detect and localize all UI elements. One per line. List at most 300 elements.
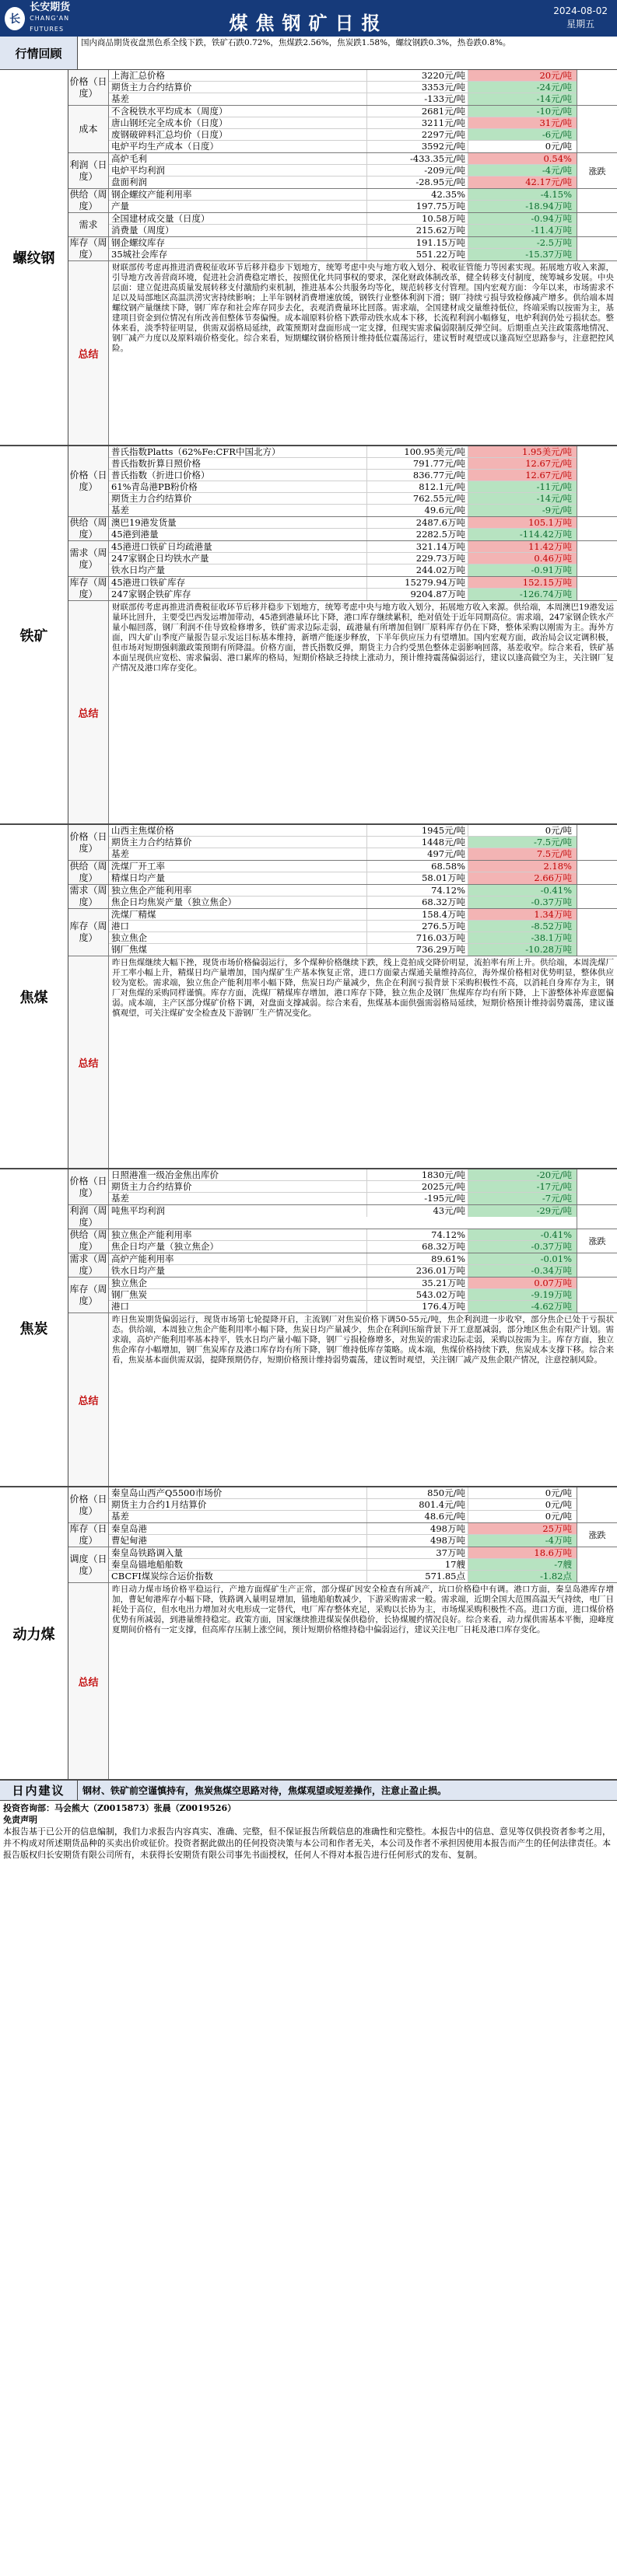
indicator-value: 49.6元/吨 bbox=[367, 505, 468, 516]
indicator-name: 基差 bbox=[109, 848, 367, 860]
indicator-group bbox=[68, 1253, 617, 1278]
section-name: 焦炭 bbox=[0, 1169, 68, 1486]
summary-label: 总结 bbox=[68, 1313, 109, 1486]
group-rows bbox=[109, 237, 577, 260]
table-row bbox=[109, 872, 577, 884]
group-label: 库存（周度） bbox=[68, 237, 109, 260]
indicator-name: 45港进口铁矿日均疏港量 bbox=[109, 541, 367, 552]
indicator-value: 215.62万吨 bbox=[367, 225, 468, 236]
table-row bbox=[109, 1547, 577, 1559]
section-rebar bbox=[0, 70, 617, 446]
change-column-tag bbox=[577, 1547, 617, 1582]
indicator-change: -126.74万吨 bbox=[468, 589, 577, 600]
indicator-change: -0.94万吨 bbox=[468, 213, 577, 224]
indicator-change: -14元/吨 bbox=[468, 493, 577, 504]
indicator-value: 68.32万吨 bbox=[367, 1241, 468, 1253]
indicator-group bbox=[68, 1229, 617, 1253]
table-row bbox=[109, 237, 577, 249]
indicator-value: 89.61% bbox=[367, 1253, 468, 1264]
summary-label: 总结 bbox=[68, 1583, 109, 1779]
indicator-change: 7.5元/吨 bbox=[468, 848, 577, 860]
section-coke bbox=[0, 1169, 617, 1487]
indicator-change: -11.4万吨 bbox=[468, 225, 577, 236]
group-label: 价格（日度） bbox=[68, 1169, 109, 1204]
indicator-name: 普氏指数Platts（62%Fe:CFR中国北方） bbox=[109, 446, 367, 457]
indicator-change: -15.37万吨 bbox=[468, 249, 577, 260]
date-text: 2024-08-02 bbox=[553, 5, 608, 16]
table-row bbox=[109, 897, 577, 908]
indicator-value: 74.12% bbox=[367, 885, 468, 896]
summary-label: 总结 bbox=[68, 956, 109, 1168]
indicator-value: 1830元/吨 bbox=[367, 1169, 468, 1180]
indicator-name: 焦企日均产量（独立焦企） bbox=[109, 1241, 367, 1253]
group-label: 价格（日度） bbox=[68, 825, 109, 860]
indicator-value: 551.22万吨 bbox=[367, 249, 468, 260]
summary-text: 财联部传考虑再推进消费税征收环节后移并稳步下划地方，统筹考虑中央与地方收入划分，拓展地方收入来源。供给端，本周澳巴19港发运量环比回升，主要受巴西发运增加带动，45港到港量环比下降，港口库存继续累积，绝对值处于近年同期高位。需求端，247家钢企铁水产量小幅回落，钢厂利润不佳导致检修增多，铁矿需求边际走弱，疏港量有所增加但钢厂原料库存仍在下降，整体采购以刚需为主。海外方面，四大矿山季度产量报告显示发运目标基本维持，新增产能逐步释放，下半年供应压力有望增加。国内宏观方面，政治局会议定调积极，但市场对短期强刺激政策预期有所降温。价格方面，普氏指数反弹，期货主力合约受黑色整体走弱影响回落，基差收窄。综合来看，铁矿基本面呈现供应宽松、需求偏弱、港口累库的格局，短期价格缺乏持续上涨动力，预计维持震荡偏弱运行，建议以逢高做空为主，关注钢厂复产情况及港口库存变化。 bbox=[112, 603, 614, 673]
indicator-name: 247家钢企日均铁水产量 bbox=[109, 553, 367, 564]
indicator-change: -0.37万吨 bbox=[468, 1241, 577, 1253]
summary-text: 昨日焦炭期货偏弱运行，现货市场第七轮提降开启，主流钢厂对焦炭价格下调50-55元/吨，焦企利润进一步收窄，部分焦企已处于亏损状态。供给端，本周独立焦企产能利用率小幅下降，焦炭日均产量减少，焦企在利润压缩背景下开工意愿减弱，部分地区焦企有限产计划。需求端，高炉产能利用率基本持平，铁水日均产量小幅下降，钢厂亏损检修增多，对焦炭的需求边际走弱，采购以按需为主。库存方面，独立焦企库存小幅增加，钢厂焦炭库存及港口库存均有所下降，钢厂维持低库存策略。成本端，焦煤价格持续下跌，焦炭成本支撑下移。综合来看，焦炭基本面供需双弱，提降预期仍存，短期价格预计维持弱势震荡，建议暂时观望，关注钢厂减产及焦企限产情况，注意控制风险。 bbox=[112, 1315, 614, 1365]
group-label: 需求（周度） bbox=[68, 541, 109, 576]
indicator-change: 0元/吨 bbox=[468, 141, 577, 152]
group-rows bbox=[109, 577, 577, 600]
indicator-name: 铁水日均产量 bbox=[109, 564, 367, 576]
table-row bbox=[109, 885, 577, 897]
indicator-value: 48.6元/吨 bbox=[367, 1511, 468, 1522]
section-summary bbox=[68, 601, 617, 823]
indicator-change: -6元/吨 bbox=[468, 129, 577, 140]
change-column-tag bbox=[577, 1253, 617, 1277]
indicator-value: 68.58% bbox=[367, 861, 468, 872]
indicator-value: 100.95美元/吨 bbox=[367, 446, 468, 457]
indicator-group bbox=[68, 1523, 617, 1547]
footer-disclaimer-text: 本报告基于已公开的信息编制，我们力求报告内容真实、准确、完整，但不保证报告所载信息的准确性和完整性。本报告中的信息、意见等仅供投资者参考之用，并不构成对所述期货品种的买卖出价或征价。投资者据此做出的任何投资决策与本公司和作者无关，本公司及作者不承担因使用本报告而产生的任何法律责任。本报告版权归长安期货有限公司所有，未获得长安期货有限公司事先书面授权，任何人不得对本报告进行任何形式的发布、复制。 bbox=[3, 1826, 611, 1860]
indicator-value: 158.4万吨 bbox=[367, 909, 468, 920]
group-rows bbox=[109, 213, 577, 236]
indicator-change: -29元/吨 bbox=[468, 1205, 577, 1217]
advice-label: 日内建议 bbox=[0, 1781, 78, 1800]
indicator-change: 31元/吨 bbox=[468, 117, 577, 128]
group-label: 供给（周度） bbox=[68, 517, 109, 540]
indicator-change: 20元/吨 bbox=[468, 70, 577, 81]
table-row bbox=[109, 1301, 577, 1312]
indicator-value: 191.15万吨 bbox=[367, 237, 468, 248]
indicator-value: 716.03万吨 bbox=[367, 932, 468, 943]
group-label: 价格（日度） bbox=[68, 1487, 109, 1522]
table-row bbox=[109, 909, 577, 921]
table-row bbox=[109, 1571, 577, 1582]
table-row bbox=[109, 505, 577, 516]
indicator-name: 35城社会库存 bbox=[109, 249, 367, 260]
table-row bbox=[109, 861, 577, 872]
table-row bbox=[109, 470, 577, 481]
indicator-change: -1.82点 bbox=[468, 1571, 577, 1582]
table-row bbox=[109, 493, 577, 505]
indicator-name: 期货主力合约1月结算价 bbox=[109, 1499, 367, 1510]
table-row bbox=[109, 1241, 577, 1253]
change-column-tag bbox=[577, 1487, 617, 1522]
report-date bbox=[553, 5, 608, 31]
indicator-value: 571.85点 bbox=[367, 1571, 468, 1582]
indicator-value: 2282.5万吨 bbox=[367, 529, 468, 540]
indicator-change: 0元/吨 bbox=[468, 1499, 577, 1510]
indicator-value: 3592元/吨 bbox=[367, 141, 468, 152]
market-review bbox=[0, 37, 617, 70]
indicator-change: -18.94万吨 bbox=[468, 201, 577, 212]
indicator-value: 74.12% bbox=[367, 1229, 468, 1240]
section-name: 动力煤 bbox=[0, 1487, 68, 1779]
indicator-name: 港口 bbox=[109, 1301, 367, 1312]
indicator-value: 2025元/吨 bbox=[367, 1181, 468, 1192]
summary-text: 昨日动力煤市场价格平稳运行，产地方面煤矿生产正常，部分煤矿因安全检查有所减产，坑口价格稳中有调。港口方面，秦皇岛港库存增加，曹妃甸港库存小幅下降，铁路调入量明显增加，锚地船舶数减少，下游采购需求一般。需求端，近期全国大范围高温天气持续，电厂日耗处于高位，但水电出力增加对火电形成一定替代，电厂库存整体充足，采购以长协为主，市场煤采购积极性不高。进口方面，进口煤价格优势有所减弱，到港量维持稳定。政策方面，国家继续推进煤炭保供稳价，长协煤履约情况良好。综合来看，动力煤供需基本平衡，迎峰度夏期间价格有一定支撑，但高库存压制上涨空间，预计短期价格维持稳中偏弱运行，建议关注电厂日耗及港口库存变化。 bbox=[112, 1585, 614, 1634]
group-label: 需求（周度） bbox=[68, 885, 109, 908]
group-label: 价格（日度） bbox=[68, 446, 109, 516]
group-rows bbox=[109, 1229, 577, 1253]
group-label: 库存（日度） bbox=[68, 1523, 109, 1547]
indicator-name: 上海汇总价格 bbox=[109, 70, 367, 81]
table-row bbox=[109, 1253, 577, 1265]
indicator-value: -209元/吨 bbox=[367, 165, 468, 176]
group-rows bbox=[109, 1253, 577, 1277]
indicator-change: -7艘 bbox=[468, 1559, 577, 1570]
section-body bbox=[68, 1169, 617, 1486]
indicator-change: -2.5万吨 bbox=[468, 237, 577, 248]
table-row bbox=[109, 177, 577, 188]
change-column-tag bbox=[577, 189, 617, 212]
group-label: 供给（周度） bbox=[68, 1229, 109, 1253]
indicator-name: 港口 bbox=[109, 921, 367, 931]
group-label: 库存（周度） bbox=[68, 1278, 109, 1312]
indicator-name: 基差 bbox=[109, 93, 367, 105]
section-body bbox=[68, 825, 617, 1168]
indicator-name: 曹妃甸港 bbox=[109, 1535, 367, 1547]
indicator-group bbox=[68, 517, 617, 541]
section-name: 焦煤 bbox=[0, 825, 68, 1168]
indicator-value: 197.75万吨 bbox=[367, 201, 468, 212]
indicator-change: -17元/吨 bbox=[468, 1181, 577, 1192]
group-rows bbox=[109, 1169, 577, 1204]
indicator-name: 洗煤厂精煤 bbox=[109, 909, 367, 920]
section-body bbox=[68, 446, 617, 823]
indicator-name: 电炉平均生产成本（日度） bbox=[109, 141, 367, 152]
indicator-change: 1.34万吨 bbox=[468, 909, 577, 920]
indicator-change: -20元/吨 bbox=[468, 1169, 577, 1180]
table-row bbox=[109, 1487, 577, 1499]
indicator-change: -114.42万吨 bbox=[468, 529, 577, 540]
table-row bbox=[109, 201, 577, 212]
indicator-value: 42.35% bbox=[367, 189, 468, 200]
group-rows bbox=[109, 189, 577, 212]
table-row bbox=[109, 70, 577, 82]
indicator-value: 3211元/吨 bbox=[367, 117, 468, 128]
group-label: 价格（日度） bbox=[68, 70, 109, 105]
review-text: 国内商品期货夜盘黑色系全线下跌，铁矿石跌0.72%，焦煤跌2.56%，焦炭跌1.58%，螺纹钢跌0.3%，热卷跌0.8%。 bbox=[81, 38, 511, 47]
indicator-value: 3353元/吨 bbox=[367, 82, 468, 93]
group-rows bbox=[109, 517, 577, 540]
indicator-name: 吨焦平均利润 bbox=[109, 1205, 367, 1217]
indicator-value: 836.77元/吨 bbox=[367, 470, 468, 481]
change-column-tag bbox=[577, 577, 617, 600]
commodity-sections bbox=[0, 70, 617, 1781]
indicator-change: 12.67元/吨 bbox=[468, 470, 577, 481]
indicator-value: 176.4万吨 bbox=[367, 1301, 468, 1312]
footer-disclaimer-title: 免责声明 bbox=[3, 1815, 37, 1825]
table-row bbox=[109, 458, 577, 470]
indicator-value: -28.95元/吨 bbox=[367, 177, 468, 188]
indicator-name: 产量 bbox=[109, 201, 367, 212]
table-row bbox=[109, 1278, 577, 1289]
indicator-change: -10.28万吨 bbox=[468, 944, 577, 956]
indicator-name: 高炉毛利 bbox=[109, 153, 367, 164]
table-row bbox=[109, 848, 577, 860]
indicator-group bbox=[68, 541, 617, 577]
indicator-change: -0.91万吨 bbox=[468, 564, 577, 576]
indicator-group bbox=[68, 70, 617, 106]
indicator-change: 0元/吨 bbox=[468, 1487, 577, 1498]
section-body bbox=[68, 70, 617, 445]
indicator-value: 2297元/吨 bbox=[367, 129, 468, 140]
table-row bbox=[109, 517, 577, 529]
indicator-name: 基差 bbox=[109, 505, 367, 516]
change-column-tag bbox=[577, 1278, 617, 1312]
table-row bbox=[109, 1181, 577, 1193]
change-column-tag bbox=[577, 885, 617, 908]
logo-icon: 长 bbox=[5, 7, 25, 30]
group-label: 调度（日度） bbox=[68, 1547, 109, 1582]
table-row bbox=[109, 446, 577, 458]
group-rows bbox=[109, 70, 577, 105]
advice-text: 钢材、铁矿前空谨慎持有，焦炭焦煤空思路对待，焦煤观望或短差操作，注意止盈止损。 bbox=[82, 1785, 447, 1796]
indicator-name: 高炉产能利用率 bbox=[109, 1253, 367, 1264]
indicator-change: -8.52万吨 bbox=[468, 921, 577, 931]
indicator-value: 236.01万吨 bbox=[367, 1265, 468, 1277]
indicator-name: 45港到港量 bbox=[109, 529, 367, 540]
indicator-name: 独立焦企 bbox=[109, 1278, 367, 1288]
section-summary bbox=[68, 261, 617, 445]
change-column-tag bbox=[577, 1205, 617, 1229]
indicator-change: -9.19万吨 bbox=[468, 1289, 577, 1300]
table-row bbox=[109, 82, 577, 93]
indicator-name: 钢厂焦煤 bbox=[109, 944, 367, 956]
indicator-name: 247家钢企铁矿库存 bbox=[109, 589, 367, 600]
indicator-change: 25万吨 bbox=[468, 1523, 577, 1534]
indicator-value: 43元/吨 bbox=[367, 1205, 468, 1217]
change-column-tag bbox=[577, 1169, 617, 1204]
indicator-name: 61%青岛港PB粉价格 bbox=[109, 481, 367, 492]
indicator-name: 唐山钢坯完全成本价（日度） bbox=[109, 117, 367, 128]
group-rows bbox=[109, 1547, 577, 1582]
indicator-name: 澳巴19港发货量 bbox=[109, 517, 367, 528]
table-row bbox=[109, 106, 577, 117]
table-row bbox=[109, 165, 577, 177]
review-label: 行情回顾 bbox=[0, 37, 78, 69]
indicator-value: 321.14万吨 bbox=[367, 541, 468, 552]
report-header bbox=[0, 0, 617, 37]
indicator-change: 152.15万吨 bbox=[468, 577, 577, 588]
group-rows bbox=[109, 825, 577, 860]
summary-label: 总结 bbox=[68, 601, 109, 823]
indicator-change: 2.66万吨 bbox=[468, 872, 577, 884]
table-row bbox=[109, 1289, 577, 1301]
indicator-name: 铁水日均产量 bbox=[109, 1265, 367, 1277]
table-row bbox=[109, 129, 577, 141]
section-summary bbox=[68, 1583, 617, 1779]
indicator-change: 0.46万吨 bbox=[468, 553, 577, 564]
indicator-change: -10元/吨 bbox=[468, 106, 577, 117]
section-iron-ore bbox=[0, 446, 617, 825]
group-label: 需求 bbox=[68, 213, 109, 236]
report-footer bbox=[0, 1801, 617, 1862]
indicator-change: 42.17元/吨 bbox=[468, 177, 577, 188]
indicator-value: 801.4元/吨 bbox=[367, 1499, 468, 1510]
summary-label: 总结 bbox=[68, 261, 109, 445]
group-rows bbox=[109, 861, 577, 884]
change-column-tag: 涨跌 bbox=[577, 1523, 617, 1547]
indicator-change: -9元/吨 bbox=[468, 505, 577, 516]
group-rows bbox=[109, 1523, 577, 1547]
indicator-name: 钢厂焦炭 bbox=[109, 1289, 367, 1300]
indicator-group bbox=[68, 1487, 617, 1523]
summary-text: 昨日焦煤继续大幅下挫，现货市场价格偏弱运行，多个煤种价格继续下跌，线上竞拍成交降价明显，流拍率有所上升。供给端，本周洗煤厂开工率小幅上升，精煤日均产量增加，国内煤矿生产基本恢复正常，进口方面蒙古煤通关量维持高位，海外煤价格相对优势明显，整体供应较为宽松。需求端，独立焦企产能利用率小幅下降，焦炭日均产量减少，焦企在利润亏损背景下采购积极性不高，以消耗自身库存为主，钢厂对焦煤的采购同样谨慎。库存方面，洗煤厂精煤库存增加，港口库存下降，独立焦企及钢厂焦煤库存均有所下降，上下游整体补库意愿偏弱。成本端，主产区部分煤矿价格下调，对盘面支撑减弱。综合来看，焦煤基本面供强需弱格局延续，短期价格预计维持弱势震荡，建议谨慎观望，可关注煤矿安全检查及下游钢厂生产情况变化。 bbox=[112, 958, 614, 1018]
group-label: 供给（周度） bbox=[68, 861, 109, 884]
indicator-name: 洗煤厂开工率 bbox=[109, 861, 367, 872]
indicator-change: 105.1万吨 bbox=[468, 517, 577, 528]
indicator-name: 基差 bbox=[109, 1193, 367, 1204]
group-rows bbox=[109, 1487, 577, 1522]
indicator-value: 10.58万吨 bbox=[367, 213, 468, 224]
table-row bbox=[109, 1169, 577, 1181]
indicator-name: 钢企螺纹产能利用率 bbox=[109, 189, 367, 200]
indicator-group bbox=[68, 1547, 617, 1583]
table-row bbox=[109, 564, 577, 576]
group-rows bbox=[109, 885, 577, 908]
change-column-tag bbox=[577, 825, 617, 860]
indicator-name: 普氏指数折算日照价格 bbox=[109, 458, 367, 469]
indicator-group bbox=[68, 1169, 617, 1205]
table-row bbox=[109, 553, 577, 564]
indicator-name: 期货主力合约结算价 bbox=[109, 493, 367, 504]
indicator-name: 独立焦企产能利用率 bbox=[109, 1229, 367, 1240]
indicator-change: -4.62万吨 bbox=[468, 1301, 577, 1312]
table-row bbox=[109, 577, 577, 589]
table-row bbox=[109, 589, 577, 600]
indicator-group bbox=[68, 213, 617, 237]
indicator-value: 498万吨 bbox=[367, 1523, 468, 1534]
section-name: 螺纹钢 bbox=[0, 70, 68, 445]
table-row bbox=[109, 921, 577, 932]
table-row bbox=[109, 249, 577, 260]
indicator-change: -0.01% bbox=[468, 1253, 577, 1264]
section-coking-coal bbox=[0, 825, 617, 1169]
indicator-name: CBCFI煤炭综合运价指数 bbox=[109, 1571, 367, 1582]
indicator-name: 秦皇岛铁路调入量 bbox=[109, 1547, 367, 1558]
indicator-change: 18.6万吨 bbox=[468, 1547, 577, 1558]
indicator-change: -11元/吨 bbox=[468, 481, 577, 492]
table-row bbox=[109, 1193, 577, 1204]
table-row bbox=[109, 1535, 577, 1547]
indicator-value: -133元/吨 bbox=[367, 93, 468, 105]
indicator-value: 1945元/吨 bbox=[367, 825, 468, 836]
indicator-value: 9204.87万吨 bbox=[367, 589, 468, 600]
indicator-value: 498万吨 bbox=[367, 1535, 468, 1547]
group-label: 需求（周度） bbox=[68, 1253, 109, 1277]
change-column-tag bbox=[577, 213, 617, 236]
table-row bbox=[109, 837, 577, 848]
indicator-value: 37万吨 bbox=[367, 1547, 468, 1558]
section-body bbox=[68, 1487, 617, 1779]
indicator-change: -7元/吨 bbox=[468, 1193, 577, 1204]
indicator-value: 497元/吨 bbox=[367, 848, 468, 860]
table-row bbox=[109, 541, 577, 553]
group-rows bbox=[109, 446, 577, 516]
indicator-value: 15279.94万吨 bbox=[367, 577, 468, 588]
indicator-change: 1.95美元/吨 bbox=[468, 446, 577, 457]
indicator-value: 68.32万吨 bbox=[367, 897, 468, 908]
group-label: 库存（周度） bbox=[68, 909, 109, 956]
indicator-change: 2.18% bbox=[468, 861, 577, 872]
table-row bbox=[109, 825, 577, 837]
indicator-name: 消费量（周度） bbox=[109, 225, 367, 236]
indicator-value: -195元/吨 bbox=[367, 1193, 468, 1204]
indicator-name: 基差 bbox=[109, 1511, 367, 1522]
indicator-name: 45港进口铁矿库存 bbox=[109, 577, 367, 588]
group-label: 利润（日度） bbox=[68, 153, 109, 188]
indicator-name: 钢企螺纹库存 bbox=[109, 237, 367, 248]
group-rows bbox=[109, 106, 577, 152]
group-label: 库存（周度） bbox=[68, 577, 109, 600]
group-label: 成本 bbox=[68, 106, 109, 152]
indicator-value: 791.77元/吨 bbox=[367, 458, 468, 469]
indicator-name: 山西主焦煤价格 bbox=[109, 825, 367, 836]
summary-text: 财联部传考虑再推进消费税征收环节后移并稳步下划地方，统筹考虑中央与地方收入划分、税收征管能力等因素实现。拓展地方收入来源，引导地方改善营商环境，促进社会消费稳定增长，按照优化共同事权的要求，深化财政体制改革，健全转移支付制度，统筹城乡发展。中央层面：建立促进高质量发展转移支付激励约束机制，推进基本公共服务均等化，规范转移支付管理。国内宏观方面：今年以来，市场需求不足以及局部地区高温洪涝灾害持续影响；上半年钢材消费增速放缓，钢铁行业整体利润下滑；钢厂持续亏损导致检修减产增多。供给端本周螺纹钢产量继续下降，钢厂库存和社会库存同步去化，表观消费量环比回落。需求端，全国建材成交量维持低位，终端采购以按需为主，基建项目资金到位情况有所改善但整体节奏偏慢。成本端原料价格下跌带动铁水成本下移，长流程利润小幅修复，电炉利润仍处亏损状态。整体来看，淡季特征明显，供需双弱格局延续，政策预期对盘面形成一定支撑，但现实需求偏弱限制反弹空间。后期重点关注政策落地情况、钢厂减产力度以及原料端价格变化。综合来看，短期螺纹钢价格预计维持低位震荡运行，建议暂时观望或以逢高短空思路参与，注意把控风险。 bbox=[112, 263, 614, 353]
logo-en: CHANG'AN FUTURES bbox=[30, 15, 70, 33]
indicator-value: 35.21万吨 bbox=[367, 1278, 468, 1288]
indicator-value: 3220元/吨 bbox=[367, 70, 468, 81]
indicator-change: 0元/吨 bbox=[468, 825, 577, 836]
indicator-change: 0.07万吨 bbox=[468, 1278, 577, 1288]
indicator-change: -0.34万吨 bbox=[468, 1265, 577, 1277]
indicator-change: -24元/吨 bbox=[468, 82, 577, 93]
group-rows bbox=[109, 909, 577, 956]
indicator-name: 秦皇岛港 bbox=[109, 1523, 367, 1534]
indicator-name: 电炉平均利润 bbox=[109, 165, 367, 176]
table-row bbox=[109, 932, 577, 944]
indicator-value: 850元/吨 bbox=[367, 1487, 468, 1498]
indicator-group bbox=[68, 1278, 617, 1313]
indicator-name: 期货主力合约结算价 bbox=[109, 1181, 367, 1192]
indicator-value: 229.73万吨 bbox=[367, 553, 468, 564]
indicator-name: 秦皇岛锚地船舶数 bbox=[109, 1559, 367, 1570]
indicator-group bbox=[68, 577, 617, 601]
group-rows bbox=[109, 153, 577, 188]
section-summary bbox=[68, 956, 617, 1168]
indicator-value: 276.5万吨 bbox=[367, 921, 468, 931]
indicator-value: 1448元/吨 bbox=[367, 837, 468, 848]
table-row bbox=[109, 1205, 577, 1217]
change-column-tag bbox=[577, 106, 617, 152]
indicator-change: 0.54% bbox=[468, 153, 577, 164]
indicator-value: 2681元/吨 bbox=[367, 106, 468, 117]
section-summary bbox=[68, 1313, 617, 1486]
indicator-name: 盘面利润 bbox=[109, 177, 367, 188]
group-rows bbox=[109, 1205, 577, 1229]
group-rows bbox=[109, 1278, 577, 1312]
indicator-name: 不含税铁水平均成本（周度） bbox=[109, 106, 367, 117]
change-column-tag: 涨跌 bbox=[577, 153, 617, 188]
table-row bbox=[109, 93, 577, 105]
weekday-text: 星期五 bbox=[566, 19, 595, 30]
indicator-name: 期货主力合约结算价 bbox=[109, 837, 367, 848]
